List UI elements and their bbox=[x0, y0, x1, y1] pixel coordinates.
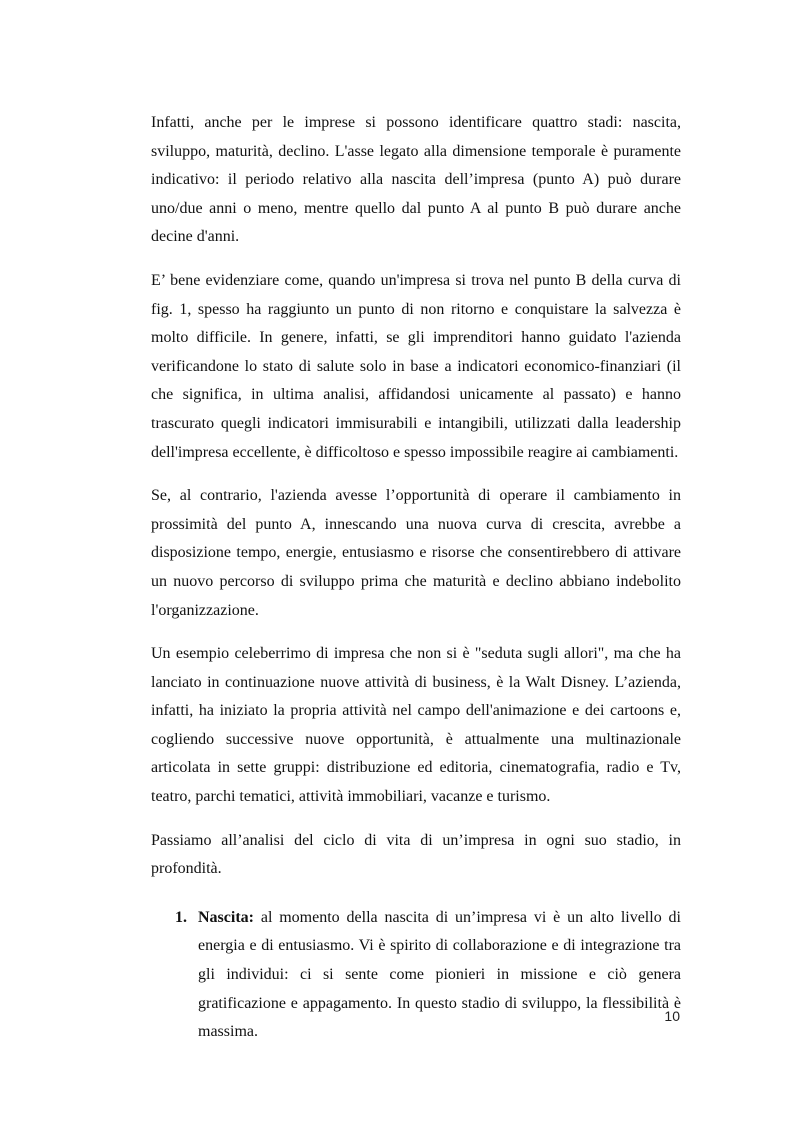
document-page bbox=[151, 109, 681, 1047]
paragraph-point-b: E’ bene evidenziare come, quando un'impresa si trova nel punto B della curva di fig. 1, spesso ha raggiunto un punto di non ritorno e conquistare la salvezza è molto difficile. In genere, infatti, se gli imprenditori hanno guidato l'azienda verificandone lo stato di salute solo in base a indicatori economico-finanziari (il che significa, in ultima analisi, affidandosi unicamente al passato) e hanno trascurato quegli indicatori immisurabili e intangibili, utilizzati dalla leadership dell'impresa eccellente, è difficoltoso e spesso impossibile reagire ai cambiamenti. bbox=[151, 271, 681, 461]
list-item-term: Nascita: bbox=[198, 908, 254, 926]
paragraph-stages: Infatti, anche per le imprese si possono identificare quattro stadi: nascita, sviluppo, maturità, declino. L'asse legato alla dimensione temporale è puramente indicativo: il periodo relativo alla nascita dell’impresa (punto A) può durare uno/due anni o meno, mentre quello dal punto A al punto B può durare anche decine d'anni. bbox=[151, 114, 681, 246]
paragraph-point-a: Se, al contrario, l'azienda avesse l’opportunità di operare il cambiamento in prossimità del punto A, innescando una nuova curva di crescita, avrebbe a disposizione tempo, energie, entusiasmo e risorse che consentirebbero di attivare un nuovo percorso di sviluppo prima che maturità e declino abbiano indebolito l'organizzazione. bbox=[151, 487, 681, 619]
stages-list bbox=[151, 904, 681, 1047]
page-number: 10 bbox=[664, 1008, 680, 1024]
paragraph-analysis-intro: Passiamo all’analisi del ciclo di vita di un’impresa in ogni suo stadio, in profondità. bbox=[151, 831, 681, 878]
paragraph-walt-disney: Un esempio celeberrimo di impresa che non si è "seduta sugli allori", ma che ha lanciato in continuazione nuove attività di business, è la Walt Disney. L’azienda, infatti, ha iniziato la propria attività nel campo dell'animazione e dei cartoons e, cogliendo successive nuove opportunità, è attualmente una multinazionale articolata in sette gruppi: distribuzione ed editoria, cinematografia, radio e Tv, teatro, parchi tematici, attività immobiliari, vacanze e turismo. bbox=[151, 645, 681, 806]
list-item-text: al momento della nascita di un’impresa vi è un alto livello di energia e di entusiasmo. Vi è spirito di collaborazione e di integrazione tra gli individui: ci si sente come pionieri in missione e ciò genera gratificazione e appagamento. In questo stadio di sviluppo, la flessibilità è massima. bbox=[198, 908, 681, 1041]
list-item-nascita bbox=[151, 904, 681, 1047]
list-item-number: 1. bbox=[175, 908, 187, 926]
